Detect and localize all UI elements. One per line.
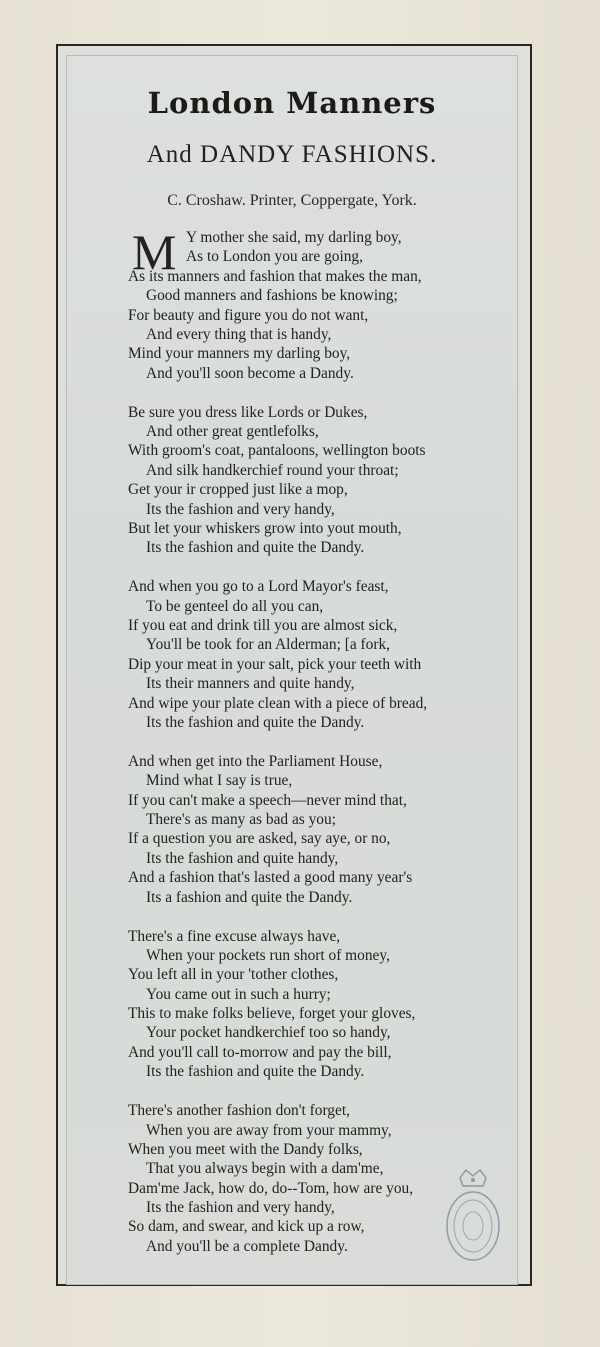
verse-line: And every thing that is handy, — [146, 325, 332, 343]
broadside-subtitle: And DANDY FASHIONS. — [146, 141, 438, 168]
verse-line: Mind your manners my darling boy, — [128, 345, 351, 363]
verse-line: As its manners and fashion that makes the man, — [128, 267, 422, 285]
library-stamp-icon — [442, 1166, 504, 1264]
verse-line: And you'll call to-morrow and pay the bill, — [128, 1043, 392, 1061]
verse-line: Dip your meat in your salt, pick your teeth with — [128, 655, 422, 673]
verse-line: Its the fashion and very handy, — [146, 1199, 335, 1217]
verse-line: As to London you are going, — [186, 248, 363, 266]
verse-line: Its a fashion and quite the Dandy. — [146, 888, 353, 906]
stanza-3 — [128, 577, 498, 732]
verse-line: You came out in such a hurry; — [146, 985, 331, 1003]
verse-line: For beauty and figure you do not want, — [128, 306, 369, 324]
stanza-1 — [128, 224, 498, 383]
verse-line: When your pockets run short of money, — [146, 946, 390, 964]
verse-line: Its the fashion and quite the Dandy. — [146, 713, 365, 731]
verse-line: You left all in your 'tother clothes, — [128, 966, 339, 984]
verse-line: There's a fine excuse always have, — [128, 927, 341, 945]
verse-line: Its the fashion and quite the Dandy. — [146, 539, 365, 557]
stanza-4 — [128, 752, 498, 907]
stanza-2 — [128, 403, 498, 558]
stanza-5 — [128, 927, 498, 1082]
verse-line: And a fashion that's lasted a good many year's — [128, 869, 413, 887]
verse-line: When you are away from your mammy, — [146, 1121, 392, 1139]
verse-line: But let your whiskers grow into yout mouth, — [128, 519, 402, 537]
verse-line: You'll be took for an Alderman; [a fork, — [146, 636, 390, 654]
verse-line: When you meet with the Dandy folks, — [128, 1140, 363, 1158]
verse-line: And you'll soon become a Dandy. — [146, 364, 354, 382]
verse-line: Get your ir cropped just like a mop, — [128, 481, 348, 499]
verse-line: If you eat and drink till you are almost sick, — [128, 617, 398, 635]
poem-body — [128, 224, 498, 1276]
verse-line: And wipe your plate clean with a piece of bread, — [128, 694, 428, 712]
verse-line: And when you go to a Lord Mayor's feast, — [128, 578, 389, 596]
verse-line: Dam'me Jack, how do, do--Tom, how are you, — [128, 1179, 414, 1197]
verse-line: Its the fashion and quite the Dandy. — [146, 1063, 365, 1081]
verse-line: Its their manners and quite handy, — [146, 675, 355, 693]
verse-line: If you can't make a speech—never mind that, — [128, 791, 407, 809]
verse-line: Be sure you dress like Lords or Dukes, — [128, 403, 368, 421]
verse-line: To be genteel do all you can, — [146, 597, 324, 615]
verse-line: Mind what I say is true, — [146, 772, 293, 790]
verse-line: Good manners and fashions be knowing; — [146, 287, 398, 305]
verse-line: There's as many as bad as you; — [146, 811, 336, 829]
broadside-title: London Manners — [147, 86, 437, 120]
printer-imprint: C. Croshaw. Printer, Coppergate, York. — [167, 192, 417, 209]
verse-line: Your pocket handkerchief too so handy, — [146, 1024, 391, 1042]
verse-line: If a question you are asked, say aye, or no, — [128, 830, 391, 848]
verse-line: With groom's coat, pantaloons, wellington boots — [128, 442, 426, 460]
verse-line: This to make folks believe, forget your gloves, — [128, 1005, 416, 1023]
verse-line: Y mother she said, my darling boy, — [186, 229, 402, 246]
verse-line: And you'll be a complete Dandy. — [146, 1237, 348, 1255]
verse-line: So dam, and swear, and kick up a row, — [128, 1218, 365, 1236]
verse-line: That you always begin with a dam'me, — [146, 1160, 384, 1178]
drop-capital: M — [132, 224, 177, 280]
verse-line: And when get into the Parliament House, — [128, 752, 383, 770]
verse-line: There's another fashion don't forget, — [128, 1102, 350, 1120]
verse-line: Its the fashion and quite handy, — [146, 849, 339, 867]
verse-line: And silk handkerchief round your throat; — [146, 461, 399, 479]
verse-line: Its the fashion and very handy, — [146, 500, 335, 518]
verse-line: And other great gentlefolks, — [146, 423, 319, 441]
